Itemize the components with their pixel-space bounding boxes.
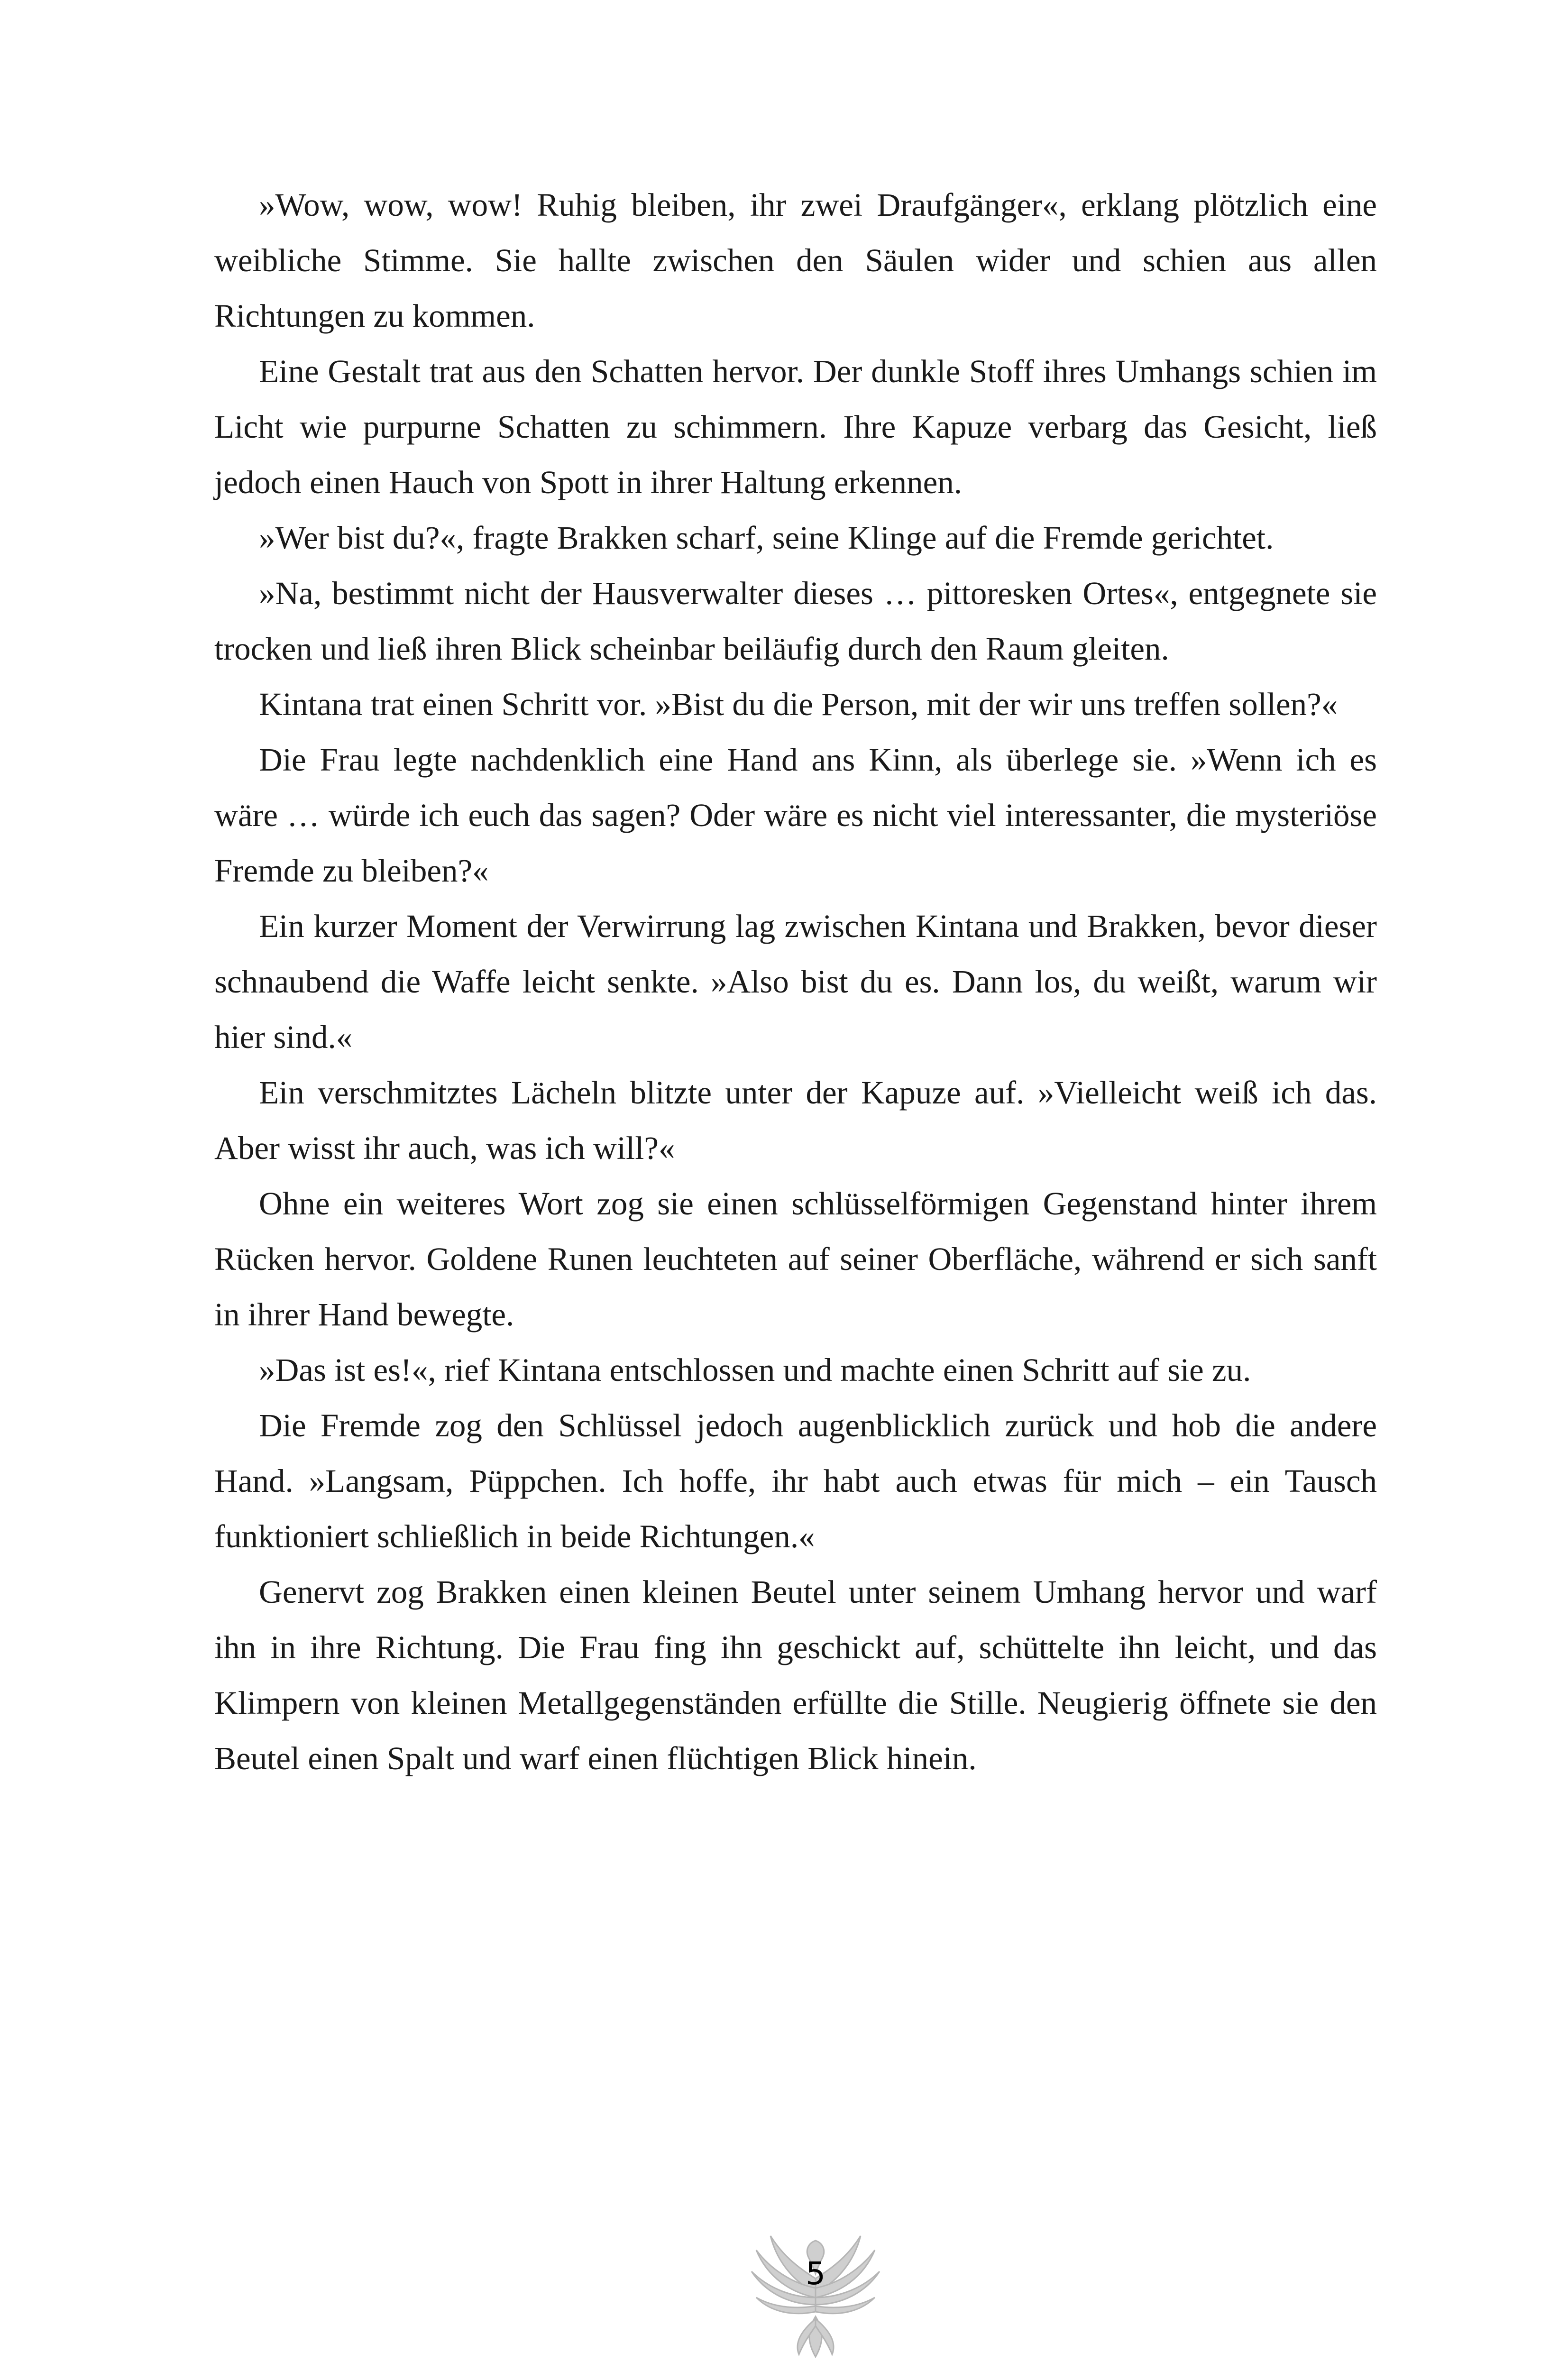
body-text (214, 177, 1377, 1786)
paragraph: Ein verschmitztes Lächeln blitzte unter der Kapuze auf. »Vielleicht weiß ich das. Aber wisst ihr auch, was ich will?« (214, 1075, 1377, 1166)
paragraph: »Wow, wow, wow! Ruhig bleiben, ihr zwei Draufgänger«, erklang plötzlich eine weibliche Stimme. Sie hallte zwischen den Säulen wider und schien aus allen Richtungen zu kommen. (214, 187, 1377, 334)
paragraph: »Das ist es!«, rief Kintana entschlossen und machte einen Schritt auf sie zu. (259, 1352, 1251, 1388)
paragraph: Ein kurzer Moment der Verwirrung lag zwischen Kintana und Brakken, bevor dieser schnaubend die Waffe leicht senkte. »Also bist du es. Dann los, du weißt, warum wir hier sind.« (214, 908, 1377, 1055)
paragraph: Die Fremde zog den Schlüssel jedoch augenblicklich zurück und hob die andere Hand. »Langsam, Püppchen. Ich hoffe, ihr habt auch etwas für mich – ein Tausch funktioniert schließlich in beide Richtungen.« (214, 1407, 1377, 1554)
paragraph: Eine Gestalt trat aus den Schatten hervor. Der dunkle Stoff ihres Umhangs schien im Licht wie purpurne Schatten zu schimmern. Ihre Kapuze verbarg das Gesicht, ließ jedoch einen Hauch von Spott in ihrer Haltung erkennen. (214, 353, 1377, 500)
paragraph: Die Frau legte nachdenklich eine Hand ans Kinn, als überlege sie. »Wenn ich es wäre … würde ich euch das sagen? Oder wäre es nicht viel interessanter, die mysteriöse Fremde zu bleiben?« (214, 742, 1377, 889)
paragraph: Genervt zog Brakken einen kleinen Beutel unter seinem Umhang hervor und warf ihn in ihre Richtung. Die Frau fing ihn geschickt auf, schüttelte ihn leicht, und das Klimpern von kleinen Metallgegenständen erfüllte die Stille. Neugierig öffnete sie den Beutel einen Spalt und warf einen flüchtigen Blick hinein. (214, 1574, 1377, 1776)
page-number: 5 (806, 2255, 825, 2292)
paragraph: »Na, bestimmt nicht der Hausverwalter dieses … pittoresken Ortes«, entgegnete sie trocken und ließ ihren Blick scheinbar beiläufig durch den Raum gleiten. (214, 575, 1377, 667)
paragraph: Ohne ein weiteres Wort zog sie einen schlüsselförmigen Gegenstand hinter ihrem Rücken hervor. Goldene Runen leuchteten auf seiner Oberfläche, während er sich sanft in ihrer Hand bewegte. (214, 1186, 1377, 1333)
paragraph: Kintana trat einen Schritt vor. »Bist du die Person, mit der wir uns treffen sollen?« (259, 686, 1338, 722)
paragraph: »Wer bist du?«, fragte Brakken scharf, seine Klinge auf die Fremde gerichtet. (259, 520, 1274, 556)
